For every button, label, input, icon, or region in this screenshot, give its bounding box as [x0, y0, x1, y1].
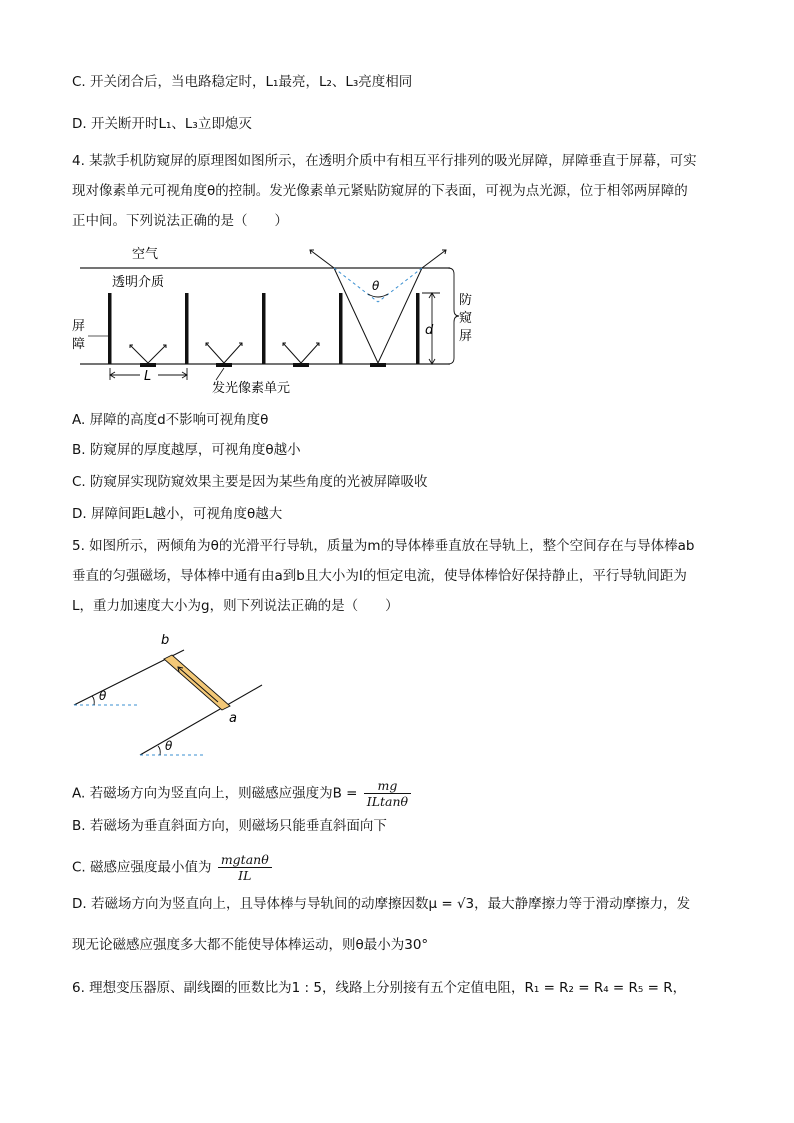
screen-label-1: 防	[459, 293, 473, 308]
q4-option-c: C. 防窥屏实现防窥效果主要是因为某些角度的光被屏障吸收	[72, 474, 428, 490]
rail-lower	[140, 685, 262, 755]
q5-option-d-line1: D. 若磁场方向为竖直向上，且导体棒与导轨间的动摩擦因数μ = √3，最大静摩擦力等于滑动摩擦力，发	[72, 896, 691, 912]
pixel-3	[293, 363, 309, 367]
q4-stem-line3: 正中间。下列说法正确的是（ ）	[72, 213, 288, 229]
barrier-label-1: 屏	[72, 319, 86, 334]
q5-option-c-text: C. 磁感应强度最小值为	[72, 859, 212, 876]
barrier-label-2: 障	[72, 337, 86, 352]
theta-upper-label: θ	[99, 689, 107, 703]
q5-option-c-fraction	[218, 852, 272, 883]
fraction-numerator: mg	[364, 778, 411, 794]
brace	[448, 268, 459, 364]
barrier-3	[262, 293, 266, 364]
screen-label-2: 窥	[459, 311, 473, 326]
theta-lower-label: θ	[165, 739, 173, 753]
light-rays	[130, 250, 446, 363]
q5-option-d-line2: 现无论磁感应强度多大都不能使导体棒运动，则θ最小为30°	[72, 937, 429, 953]
conductor-rod	[164, 655, 230, 710]
barrier-5	[416, 293, 420, 364]
current-arrow	[178, 667, 218, 702]
incline-rails-diagram	[66, 626, 276, 761]
q3-option-c: C. 开关闭合后，当电路稳定时，L₁最亮，L₂、L₃亮度相同	[72, 74, 413, 90]
fraction-denominator: IL	[238, 868, 252, 883]
pixel-1	[140, 363, 156, 367]
medium-label: 透明介质	[112, 275, 165, 290]
theta-arc	[368, 294, 388, 297]
barrier-2	[185, 293, 189, 364]
air-label: 空气	[132, 247, 159, 262]
privacy-screen-diagram	[66, 240, 486, 400]
screen-label-3: 屏	[459, 329, 473, 344]
q5-stem-line1: 5. 如图所示，两倾角为θ的光滑平行导轨，质量为m的导体棒垂直放在导轨上，整个空间存在与导体棒ab	[72, 538, 695, 554]
barrier-1	[108, 293, 112, 364]
theta-label: θ	[372, 279, 380, 293]
q5-option-c	[72, 852, 274, 883]
fraction-denominator: ILtanθ	[366, 794, 409, 809]
barrier-4	[339, 293, 343, 364]
barriers	[108, 293, 420, 364]
q5-option-a-text: A. 若磁场方向为竖直向上，则磁感应强度为B =	[72, 785, 358, 802]
q5-option-a	[72, 778, 413, 809]
q4-option-a: A. 屏障的高度d不影响可视角度θ	[72, 412, 269, 428]
pixel-label: 发光像素单元	[212, 381, 291, 396]
q4-stem-line2: 现对像素单元可视角度θ的控制。发光像素单元紧贴防窥屏的下表面，可视为点光源，位于相邻两屏障的	[72, 183, 688, 199]
b-label: b	[161, 633, 170, 648]
q3-option-d: D. 开关断开时L₁、L₃立即熄灭	[72, 116, 252, 132]
q6-stem-line1: 6. 理想变压器原、副线圈的匝数比为1 : 5，线路上分别接有五个定值电阻，R₁ = R₂ = R₄ = R₅ = R，	[72, 980, 687, 996]
q4-stem-line1: 4. 某款手机防窥屏的原理图如图所示，在透明介质中有相互平行排列的吸光屏障，屏障垂直于屏幕，可实	[72, 153, 697, 169]
q5-option-b: B. 若磁场为垂直斜面方向，则磁场只能垂直斜面向下	[72, 818, 387, 834]
q4-option-d: D. 屏障间距L越小，可视角度θ越大	[72, 506, 283, 522]
fraction-numerator: mgtanθ	[218, 852, 272, 868]
L-label: L	[144, 369, 152, 384]
a-label: a	[229, 711, 237, 726]
q5-option-a-fraction	[364, 778, 411, 809]
q4-option-b: B. 防窥屏的厚度越厚，可视角度θ越小	[72, 442, 301, 458]
pixel-4	[370, 363, 386, 367]
d-label: d	[425, 323, 434, 338]
q5-stem-line2: 垂直的匀强磁场，导体棒中通有由a到b且大小为I的恒定电流，使导体棒恰好保持静止，平行导轨间距为	[72, 568, 687, 584]
q5-stem-line3: L，重力加速度大小为g，则下列说法正确的是（ ）	[72, 598, 399, 614]
pixel-2	[216, 363, 232, 367]
